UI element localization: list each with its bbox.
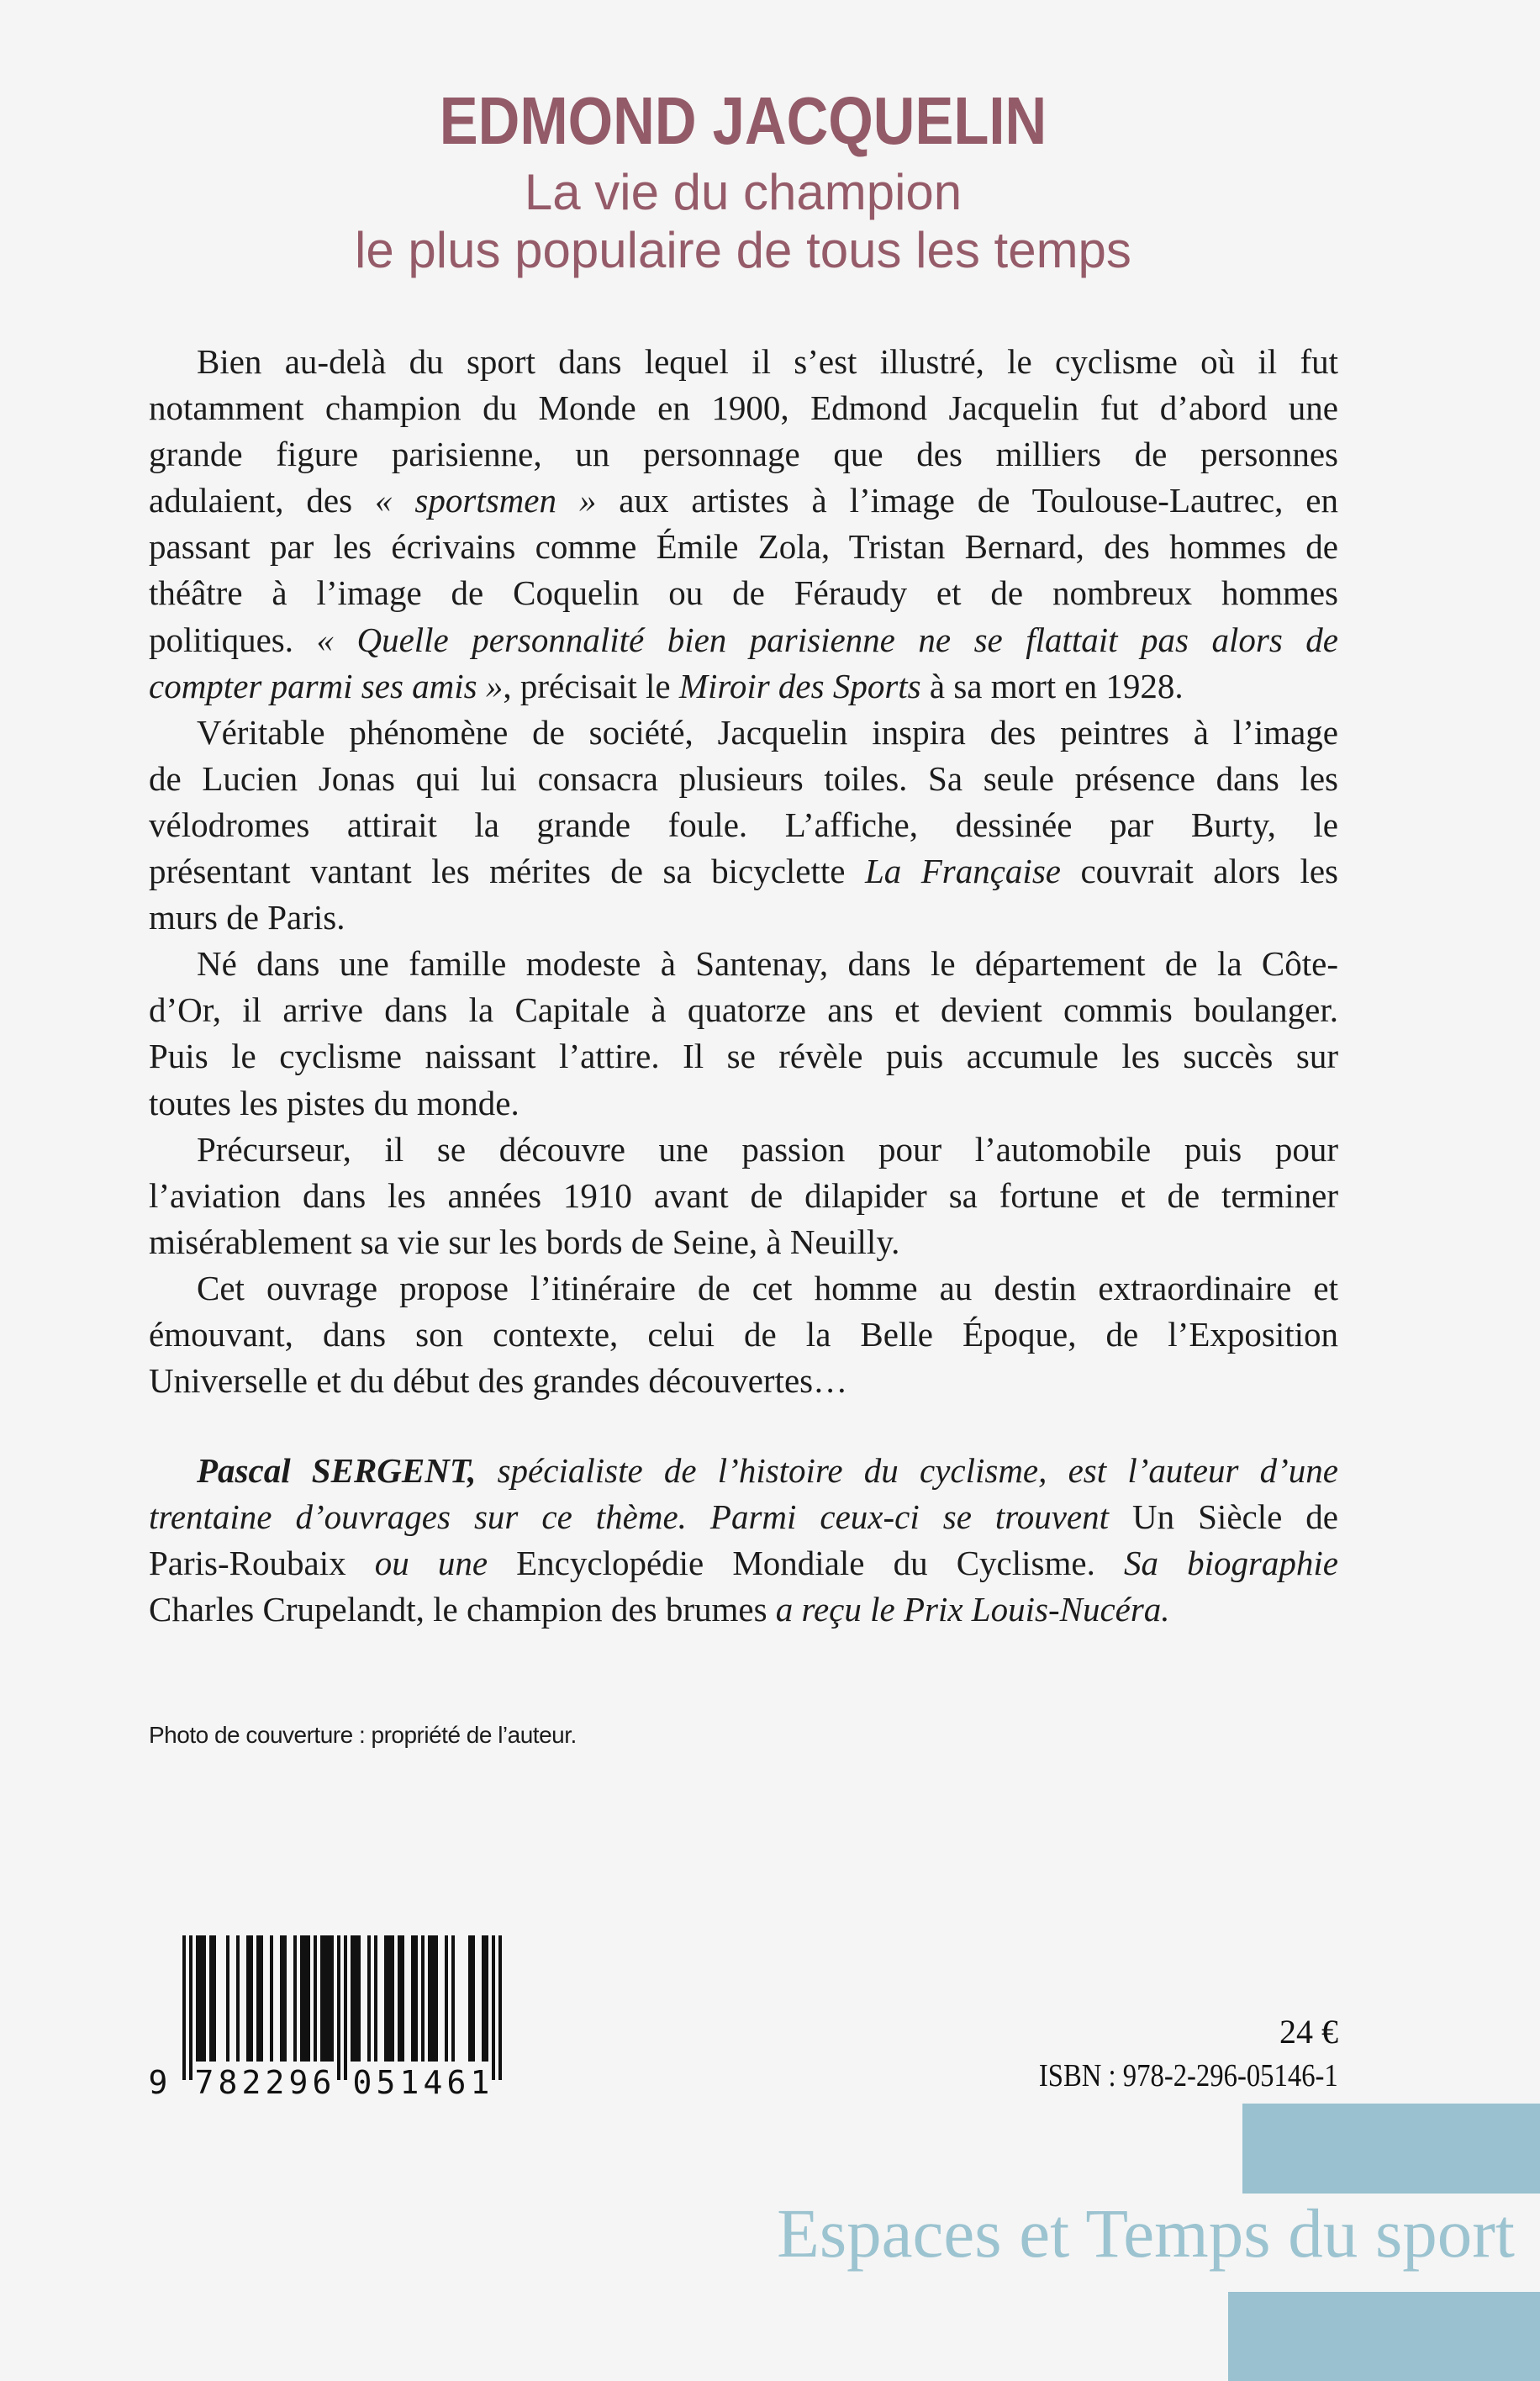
- text-line: [149, 478, 1338, 524]
- barcode-digit: 7: [194, 2064, 214, 2101]
- barcode-bar: [468, 1935, 472, 2062]
- text-segment: l’aviation dans les années 1910 avant de dilapider sa fortune et de terminer: [149, 1175, 1338, 1215]
- barcode-bar: [354, 1935, 357, 2062]
- barcode-bar: [414, 1935, 418, 2062]
- isbn-barcode: [143, 1934, 513, 2102]
- text-segment: passant par les écrivains comme Émile Zola, Tristan Bernard, des hommes de: [149, 527, 1338, 567]
- text-line: [149, 1265, 1338, 1312]
- text-segment: ou une: [374, 1544, 488, 1583]
- isbn-number: ISBN : 978-2-296-05146-1: [1039, 2058, 1338, 2093]
- barcode-digit: 1: [470, 2064, 490, 2101]
- text-segment: Sa biographie: [1123, 1544, 1338, 1583]
- barcode-bar: [367, 1935, 371, 2062]
- text-line: [149, 385, 1338, 431]
- barcode-bar: [226, 1935, 229, 2062]
- text-segment: Encyclopédie Mondiale du Cyclisme.: [488, 1544, 1124, 1583]
- barcode-bar: [213, 1935, 216, 2062]
- text-line: [149, 617, 1338, 663]
- barcode-bar: [182, 1935, 186, 2080]
- barcode-bar: [384, 1935, 388, 2062]
- barcode-bar: [314, 1935, 317, 2062]
- series-color-block-top: [1242, 2104, 1540, 2194]
- barcode-bar: [411, 1935, 414, 2062]
- barcode-digit: 0: [352, 2064, 372, 2101]
- barcode-bar: [320, 1935, 324, 2062]
- paragraph: [149, 1127, 1338, 1265]
- text-line: [149, 431, 1338, 478]
- barcode-digit: 2: [241, 2064, 261, 2101]
- text-line: [149, 1219, 1338, 1265]
- text-line: [149, 1358, 1338, 1404]
- text-segment: toutes les pistes du monde.: [149, 1083, 519, 1122]
- text-line: [149, 1586, 1338, 1633]
- paragraph: [149, 1265, 1338, 1404]
- text-line: [149, 756, 1338, 802]
- barcode-bar: [485, 1935, 488, 2062]
- text-line: [149, 570, 1338, 616]
- barcode-bar: [293, 1935, 297, 2062]
- barcode-bar: [236, 1935, 240, 2062]
- barcode-digit: 8: [218, 2064, 238, 2101]
- text-line: [149, 802, 1338, 848]
- text-segment: murs de Paris.: [149, 898, 345, 937]
- barcode-bar: [189, 1935, 192, 2080]
- barcode-bar: [421, 1935, 425, 2062]
- barcode-digit: 6: [446, 2064, 467, 2101]
- text-segment: Cet ouvrage propose l’itinéraire de cet homme au destin extraordinaire et: [197, 1268, 1338, 1307]
- text-segment: trentaine d’ouvrages sur ce thème. Parmi ceux-ci se trouvent: [149, 1497, 1110, 1537]
- barcode-bar: [250, 1935, 253, 2062]
- barcode-bar: [307, 1935, 310, 2062]
- barcode-digit: 6: [312, 2064, 332, 2101]
- text-segment: de Lucien Jonas qui lui consacra plusieurs toiles. Sa seule présence dans les: [149, 758, 1338, 798]
- text-segment: La Française: [864, 852, 1061, 891]
- barcode-bar: [260, 1935, 263, 2062]
- text-segment: Un Siècle de: [1109, 1497, 1338, 1537]
- barcode-bar: [428, 1935, 431, 2062]
- text-segment: vélodromes attirait la grande foule. L’affiche, dessinée par Burty, le: [149, 805, 1338, 844]
- text-line: [149, 1540, 1338, 1586]
- barcode-bar: [357, 1935, 361, 2062]
- text-line: [149, 895, 1338, 941]
- barcode-digit: 9: [288, 2064, 309, 2101]
- barcode-bar: [280, 1935, 283, 2062]
- photo-credit: Photo de couverture : propriété de l’auteur.: [149, 1722, 577, 1748]
- series-title: Espaces et Temps du sport: [777, 2194, 1515, 2272]
- text-segment: couvrait alors les: [1060, 852, 1338, 891]
- text-segment: Charles Crupelandt, le champion des brumes: [149, 1590, 776, 1629]
- barcode-bar: [324, 1935, 327, 2062]
- barcode-bar: [300, 1935, 303, 2062]
- text-line: [149, 1080, 1338, 1127]
- barcode-bar: [256, 1935, 260, 2062]
- book-title: EDMOND JACQUELIN: [439, 83, 1047, 158]
- text-segment: , précisait le: [503, 666, 679, 705]
- text-segment: Puis le cyclisme naissant l’attire. Il se révèle puis accumule les succès sur: [149, 1037, 1338, 1076]
- barcode-bar: [196, 1935, 199, 2062]
- text-segment: Pascal SERGENT,: [197, 1451, 477, 1490]
- text-segment: Universelle et du début des grandes découvertes…: [149, 1361, 848, 1401]
- text-segment: adulaient, des: [149, 481, 375, 520]
- text-segment: Précurseur, il se découvre une passion pour l’automobile puis pour: [197, 1129, 1338, 1169]
- text-segment: a reçu le Prix Louis-Nucéra.: [775, 1590, 1170, 1629]
- text-segment: notamment champion du Monde en 1900, Edmond Jacquelin fut d’abord une: [149, 388, 1338, 428]
- text-line: [149, 524, 1338, 570]
- paragraph: [149, 339, 1338, 710]
- barcode-digit: 9: [148, 2064, 168, 2101]
- barcode-bar: [327, 1935, 330, 2062]
- barcode-bar: [391, 1935, 394, 2062]
- text-line: [149, 710, 1338, 756]
- text-line: [149, 1448, 1338, 1494]
- barcode-digit: 1: [399, 2064, 419, 2101]
- text-segment: « sportsmen »: [375, 481, 597, 520]
- book-subtitle-line-2: le plus populaire de tous les temps: [355, 222, 1131, 278]
- text-segment: d’Or, il arrive dans la Capitale à quatorze ans et devient commis boulanger.: [149, 990, 1338, 1030]
- text-line: [149, 1312, 1338, 1358]
- author-bio: [149, 1448, 1338, 1633]
- barcode-digit: 4: [423, 2064, 443, 2101]
- text-line: [149, 339, 1338, 385]
- paragraph: [149, 1448, 1338, 1633]
- barcode-bar: [472, 1935, 475, 2062]
- text-segment: présentant vantant les mérites de sa bicyclette: [149, 852, 865, 891]
- barcode-bar: [492, 1935, 495, 2080]
- barcode-bar: [398, 1935, 401, 2062]
- barcode-bar: [498, 1935, 502, 2080]
- barcode-bar: [246, 1935, 250, 2062]
- text-segment: théâtre à l’image de Coquelin ou de Féraudy et de nombreux hommes: [149, 573, 1338, 613]
- barcode-bar: [330, 1935, 334, 2062]
- text-segment: politiques.: [149, 620, 317, 659]
- barcode-bar: [482, 1935, 485, 2062]
- text-segment: Véritable phénomène de société, Jacquelin inspira des peintres à l’image: [197, 712, 1338, 752]
- paragraph: [149, 710, 1338, 941]
- series-color-block-bottom: [1228, 2292, 1540, 2381]
- barcode-bar: [209, 1935, 213, 2062]
- barcode-bar: [388, 1935, 391, 2062]
- text-segment: misérablement sa vie sur les bords de Seine, à Neuilly.: [149, 1222, 900, 1261]
- barcode-bar: [435, 1935, 438, 2062]
- barcode-bar: [431, 1935, 435, 2062]
- paragraph: [149, 941, 1338, 1126]
- barcode-bar: [401, 1935, 404, 2062]
- text-line: [149, 1494, 1338, 1540]
- text-line: [149, 848, 1338, 895]
- text-line: [149, 1173, 1338, 1219]
- text-segment: Paris-Roubaix: [149, 1544, 375, 1583]
- barcode-bar: [451, 1935, 455, 2062]
- barcode-bar: [344, 1935, 347, 2080]
- text-segment: à sa mort en 1928.: [920, 666, 1184, 705]
- book-subtitle-line-1: La vie du champion: [524, 164, 962, 220]
- text-line: [149, 1127, 1338, 1173]
- barcode-bar: [337, 1935, 340, 2080]
- text-segment: grande figure parisienne, un personnage que des milliers de personnes: [149, 435, 1338, 474]
- text-line: [149, 987, 1338, 1033]
- text-segment: émouvant, dans son contexte, celui de la Belle Époque, de l’Exposition: [149, 1314, 1338, 1354]
- barcode-bar: [303, 1935, 307, 2062]
- barcode-bar: [445, 1935, 448, 2062]
- text-segment: Né dans une famille modeste à Santenay, dans le département de la Côte-: [197, 944, 1338, 984]
- price: 24 €: [1279, 2013, 1338, 2051]
- text-line: [149, 1033, 1338, 1080]
- barcode-bar: [203, 1935, 206, 2062]
- text-segment: « Quelle personnalité bien parisienne ne se flattait pas alors de: [316, 620, 1338, 659]
- barcode-bar: [199, 1935, 203, 2062]
- text-segment: spécialiste de l’histoire du cyclisme, est l’auteur d’une: [476, 1451, 1338, 1490]
- barcode-digit: 5: [376, 2064, 396, 2101]
- barcode-bar: [374, 1935, 377, 2062]
- barcode-bar: [270, 1935, 273, 2062]
- text-segment: compter parmi ses amis »: [149, 666, 504, 705]
- barcode-bar: [283, 1935, 287, 2062]
- text-line: [149, 941, 1338, 987]
- text-segment: Miroir des Sports: [678, 666, 921, 705]
- text-segment: Bien au-delà du sport dans lequel il s’est illustré, le cyclisme où il fut: [197, 342, 1338, 381]
- text-segment: aux artistes à l’image de Toulouse-Lautrec, en: [596, 481, 1338, 520]
- blurb-text: [149, 339, 1338, 1404]
- barcode-digit: 2: [265, 2064, 285, 2101]
- text-line: [149, 663, 1338, 710]
- barcode-bar: [351, 1935, 354, 2062]
